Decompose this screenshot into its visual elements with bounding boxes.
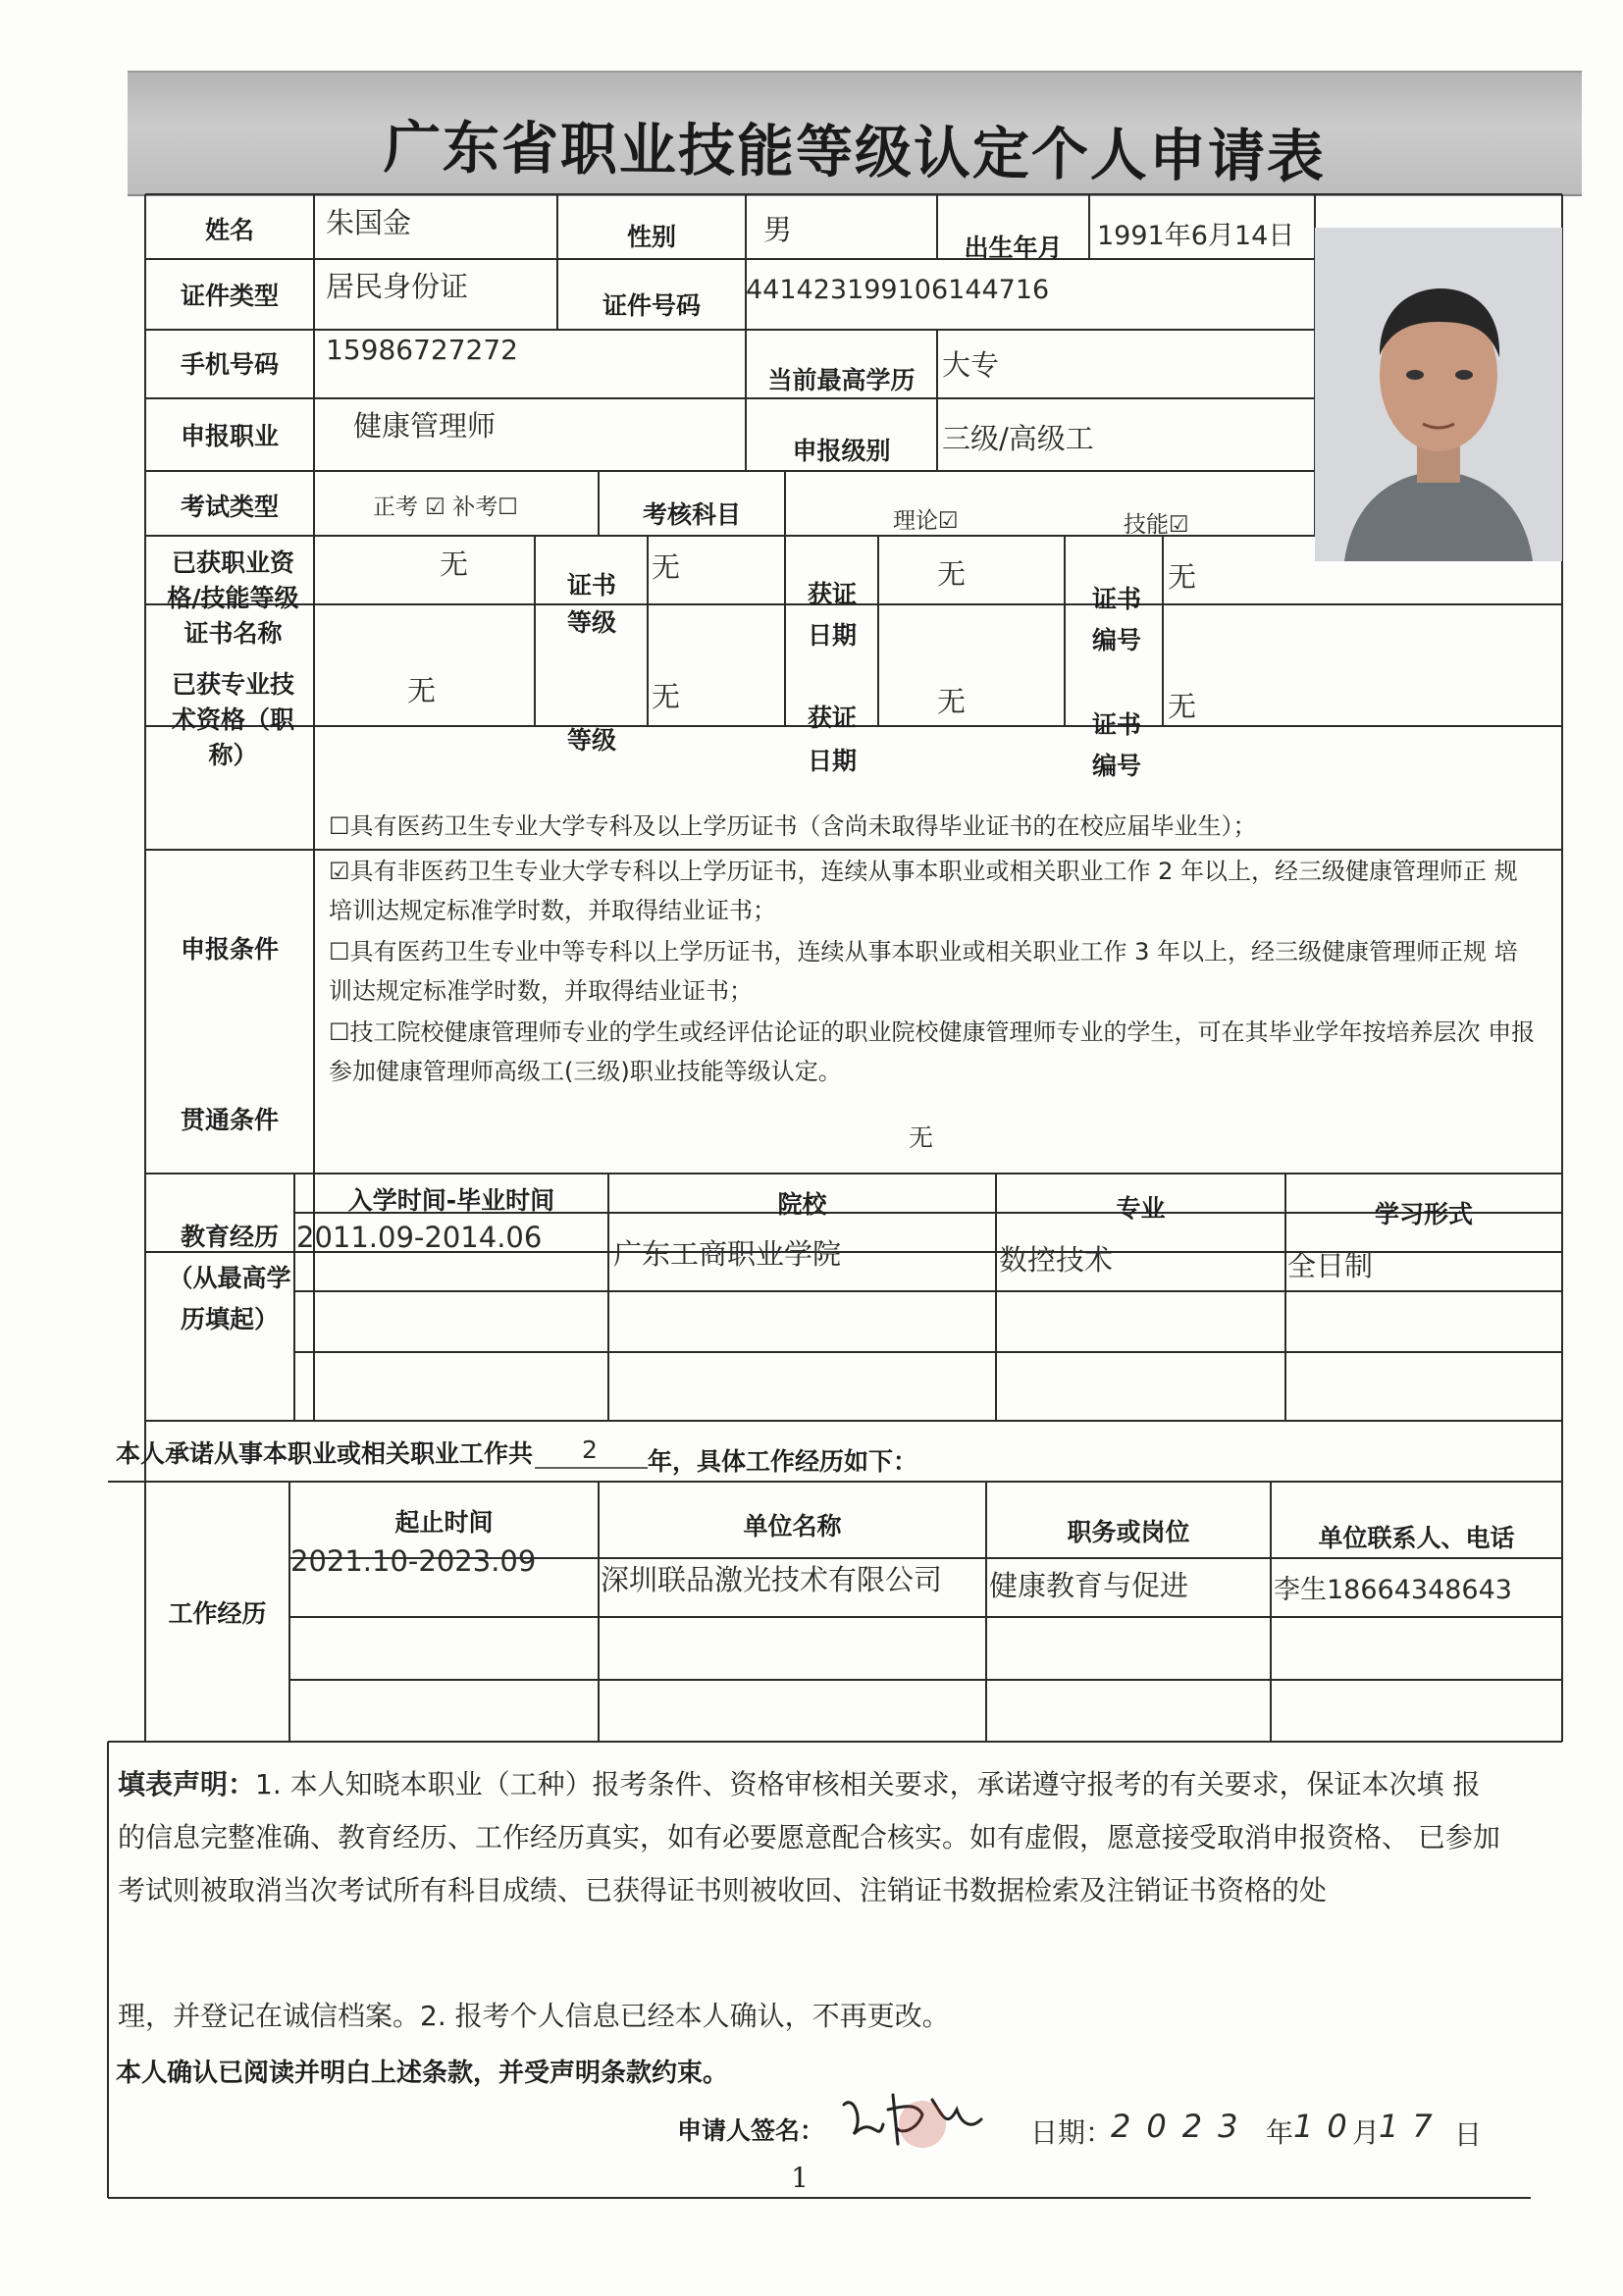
condition-item: ☑具有非医药卫生专业大学专科以上学历证书，连续从事本职业或相关职业工作 2 年以上，经三级健康管理师正 规培训达规定标准学时数，并取得结业证书； bbox=[329, 858, 1518, 924]
cert1-no-label: 证书编号 bbox=[1091, 585, 1141, 654]
name-label: 姓名 bbox=[204, 216, 254, 244]
cert2-label: 已获专业技术资格（职称） bbox=[171, 670, 294, 769]
gender-label: 性别 bbox=[626, 223, 676, 251]
declaration-lead: 填表声明： bbox=[118, 1768, 256, 1800]
date-year-unit: 年 bbox=[1266, 2116, 1294, 2149]
declaration-text-2: 理，并登记在诚信档案。2. 报考个人信息已经本人确认，不再更改。 bbox=[118, 2000, 950, 2032]
cert1-date: 无 bbox=[937, 557, 967, 591]
level-label: 申报级别 bbox=[792, 437, 891, 465]
work-cell: 2021.10-2023.09 bbox=[290, 1544, 537, 1578]
work-header: 单位联系人、电话 bbox=[1318, 1524, 1515, 1552]
job-label: 申报职业 bbox=[180, 422, 279, 450]
declaration-text bbox=[118, 1758, 1501, 1917]
date-day: 17 bbox=[1379, 2108, 1446, 2145]
birth-label: 出生年月 bbox=[964, 234, 1063, 262]
edu-cell: 广东工商职业学院 bbox=[613, 1237, 842, 1271]
handwritten-signature bbox=[824, 2075, 1001, 2154]
edu-header: 专业 bbox=[1116, 1194, 1166, 1223]
condition-item: ☐技工院校健康管理师专业的学生或经评估论证的职业院校健康管理师专业的学生，可在其毕业学年按培养层次 申报参加健康管理师高级工(三级)职业技能等级认定。 bbox=[329, 1018, 1536, 1085]
cert2-date-label: 获证日期 bbox=[807, 704, 857, 775]
cert2-level: 无 bbox=[652, 680, 681, 713]
confirm-statement: 本人确认已阅读并明白上述条款，并受声明条款约束。 bbox=[116, 2059, 729, 2088]
gender-value: 男 bbox=[763, 213, 793, 246]
cert2-no-label: 证书编号 bbox=[1091, 710, 1141, 780]
page-number: 1 bbox=[791, 2162, 809, 2194]
through-label: 贯通条件 bbox=[180, 1106, 279, 1134]
commit-pre: 本人承诺从事本职业或相关职业工作共 bbox=[116, 1439, 534, 1468]
name-value: 朱国金 bbox=[326, 206, 412, 239]
job-value: 健康管理师 bbox=[353, 409, 497, 443]
cert2-no: 无 bbox=[1168, 690, 1197, 723]
exam-subject-label: 考核科目 bbox=[642, 500, 741, 529]
phone-value: 15986727272 bbox=[326, 334, 518, 366]
cert1-level-label: 证书等级 bbox=[566, 571, 616, 637]
education-label: 教育经历（从最高学历填起） bbox=[168, 1223, 291, 1333]
id-type-label: 证件类型 bbox=[180, 282, 279, 310]
commit-years: 2 bbox=[582, 1435, 598, 1464]
edu-cell: 数控技术 bbox=[999, 1243, 1114, 1277]
work-header: 职务或岗位 bbox=[1067, 1518, 1190, 1546]
phone-label: 手机号码 bbox=[180, 350, 279, 379]
through-value: 无 bbox=[909, 1123, 934, 1152]
date-month: 10 bbox=[1293, 2108, 1361, 2145]
applicant-photo bbox=[1315, 228, 1562, 561]
edu-cell: 2011.09-2014.06 bbox=[296, 1221, 543, 1254]
work-header: 单位名称 bbox=[743, 1512, 842, 1540]
edu-label: 当前最高学历 bbox=[767, 366, 916, 394]
work-label: 工作经历 bbox=[168, 1599, 267, 1628]
id-type-value: 居民身份证 bbox=[326, 270, 469, 303]
date-day-unit: 日 bbox=[1454, 2118, 1483, 2151]
cert1-date-label: 获证日期 bbox=[807, 580, 857, 650]
date-month-unit: 月 bbox=[1352, 2116, 1381, 2149]
cert2-level-label: 等级 bbox=[566, 726, 616, 755]
date-year: 2023 bbox=[1111, 2108, 1254, 2145]
work-cell: 李生18664348643 bbox=[1274, 1575, 1512, 1605]
cert1-label: 已获职业资格/技能等级证书名称 bbox=[167, 548, 299, 648]
date-label: 日期： bbox=[1030, 2116, 1114, 2149]
exam-skill: 技能☑ bbox=[1124, 512, 1189, 538]
edu-header: 入学时间-毕业时间 bbox=[347, 1186, 555, 1215]
commit-post: 年，具体工作经历如下： bbox=[648, 1447, 918, 1476]
edu-cell: 全日制 bbox=[1287, 1249, 1374, 1282]
edu-header: 学习形式 bbox=[1374, 1200, 1473, 1228]
work-cell: 健康教育与促进 bbox=[989, 1569, 1189, 1602]
exam-type-value: 正考 ☑ 补考☐ bbox=[373, 495, 518, 520]
level-value: 三级/高级工 bbox=[942, 422, 1094, 455]
cert1-name: 无 bbox=[440, 548, 469, 581]
birth-value: 1991年6月14日 bbox=[1097, 221, 1295, 251]
signature-label: 申请人签名： bbox=[677, 2116, 825, 2145]
declaration-body: 1. 本人知晓本职业（工种）报考条件、资格审核相关要求，承诺遵守报考的有关要求，保证本次填 报的信息完整准确、教育经历、工作经历真实，如有必要愿意配合核实。如有虚假，愿意接受取消申报资格、 已参加考试则被取消当次考试所有科目成绩、已获得证书则被收回、注销证书数据检索及注销证书资格的处 bbox=[118, 1768, 1500, 1906]
exam-theory: 理论☑ bbox=[893, 508, 959, 534]
condition-item: ☐具有医药卫生专业中等专科以上学历证书，连续从事本职业或相关职业工作 3 年以上，经三级健康管理师正规 培训达规定标准学时数，并取得结业证书； bbox=[329, 938, 1518, 1005]
cert2-date: 无 bbox=[937, 685, 967, 718]
work-cell: 深圳联品激光技术有限公司 bbox=[601, 1563, 943, 1596]
cert1-level: 无 bbox=[652, 550, 681, 584]
id-no-value: 441423199106144716 bbox=[746, 275, 1050, 305]
exam-type-label: 考试类型 bbox=[180, 493, 279, 521]
cert1-no: 无 bbox=[1168, 560, 1197, 594]
condition-item: ☐具有医药卫生专业大学专科及以上学历证书（含尚未取得毕业证书的在校应届毕业生）； bbox=[329, 812, 1257, 840]
edu-header: 院校 bbox=[777, 1190, 827, 1219]
form-title: 广东省职业技能等级认定个人申请表 bbox=[383, 113, 1327, 191]
work-header: 起止时间 bbox=[394, 1508, 494, 1537]
conditions-label: 申报条件 bbox=[180, 935, 279, 964]
edu-value: 大专 bbox=[942, 348, 1000, 382]
cert2-name: 无 bbox=[407, 674, 437, 707]
id-no-label: 证件号码 bbox=[602, 291, 701, 320]
